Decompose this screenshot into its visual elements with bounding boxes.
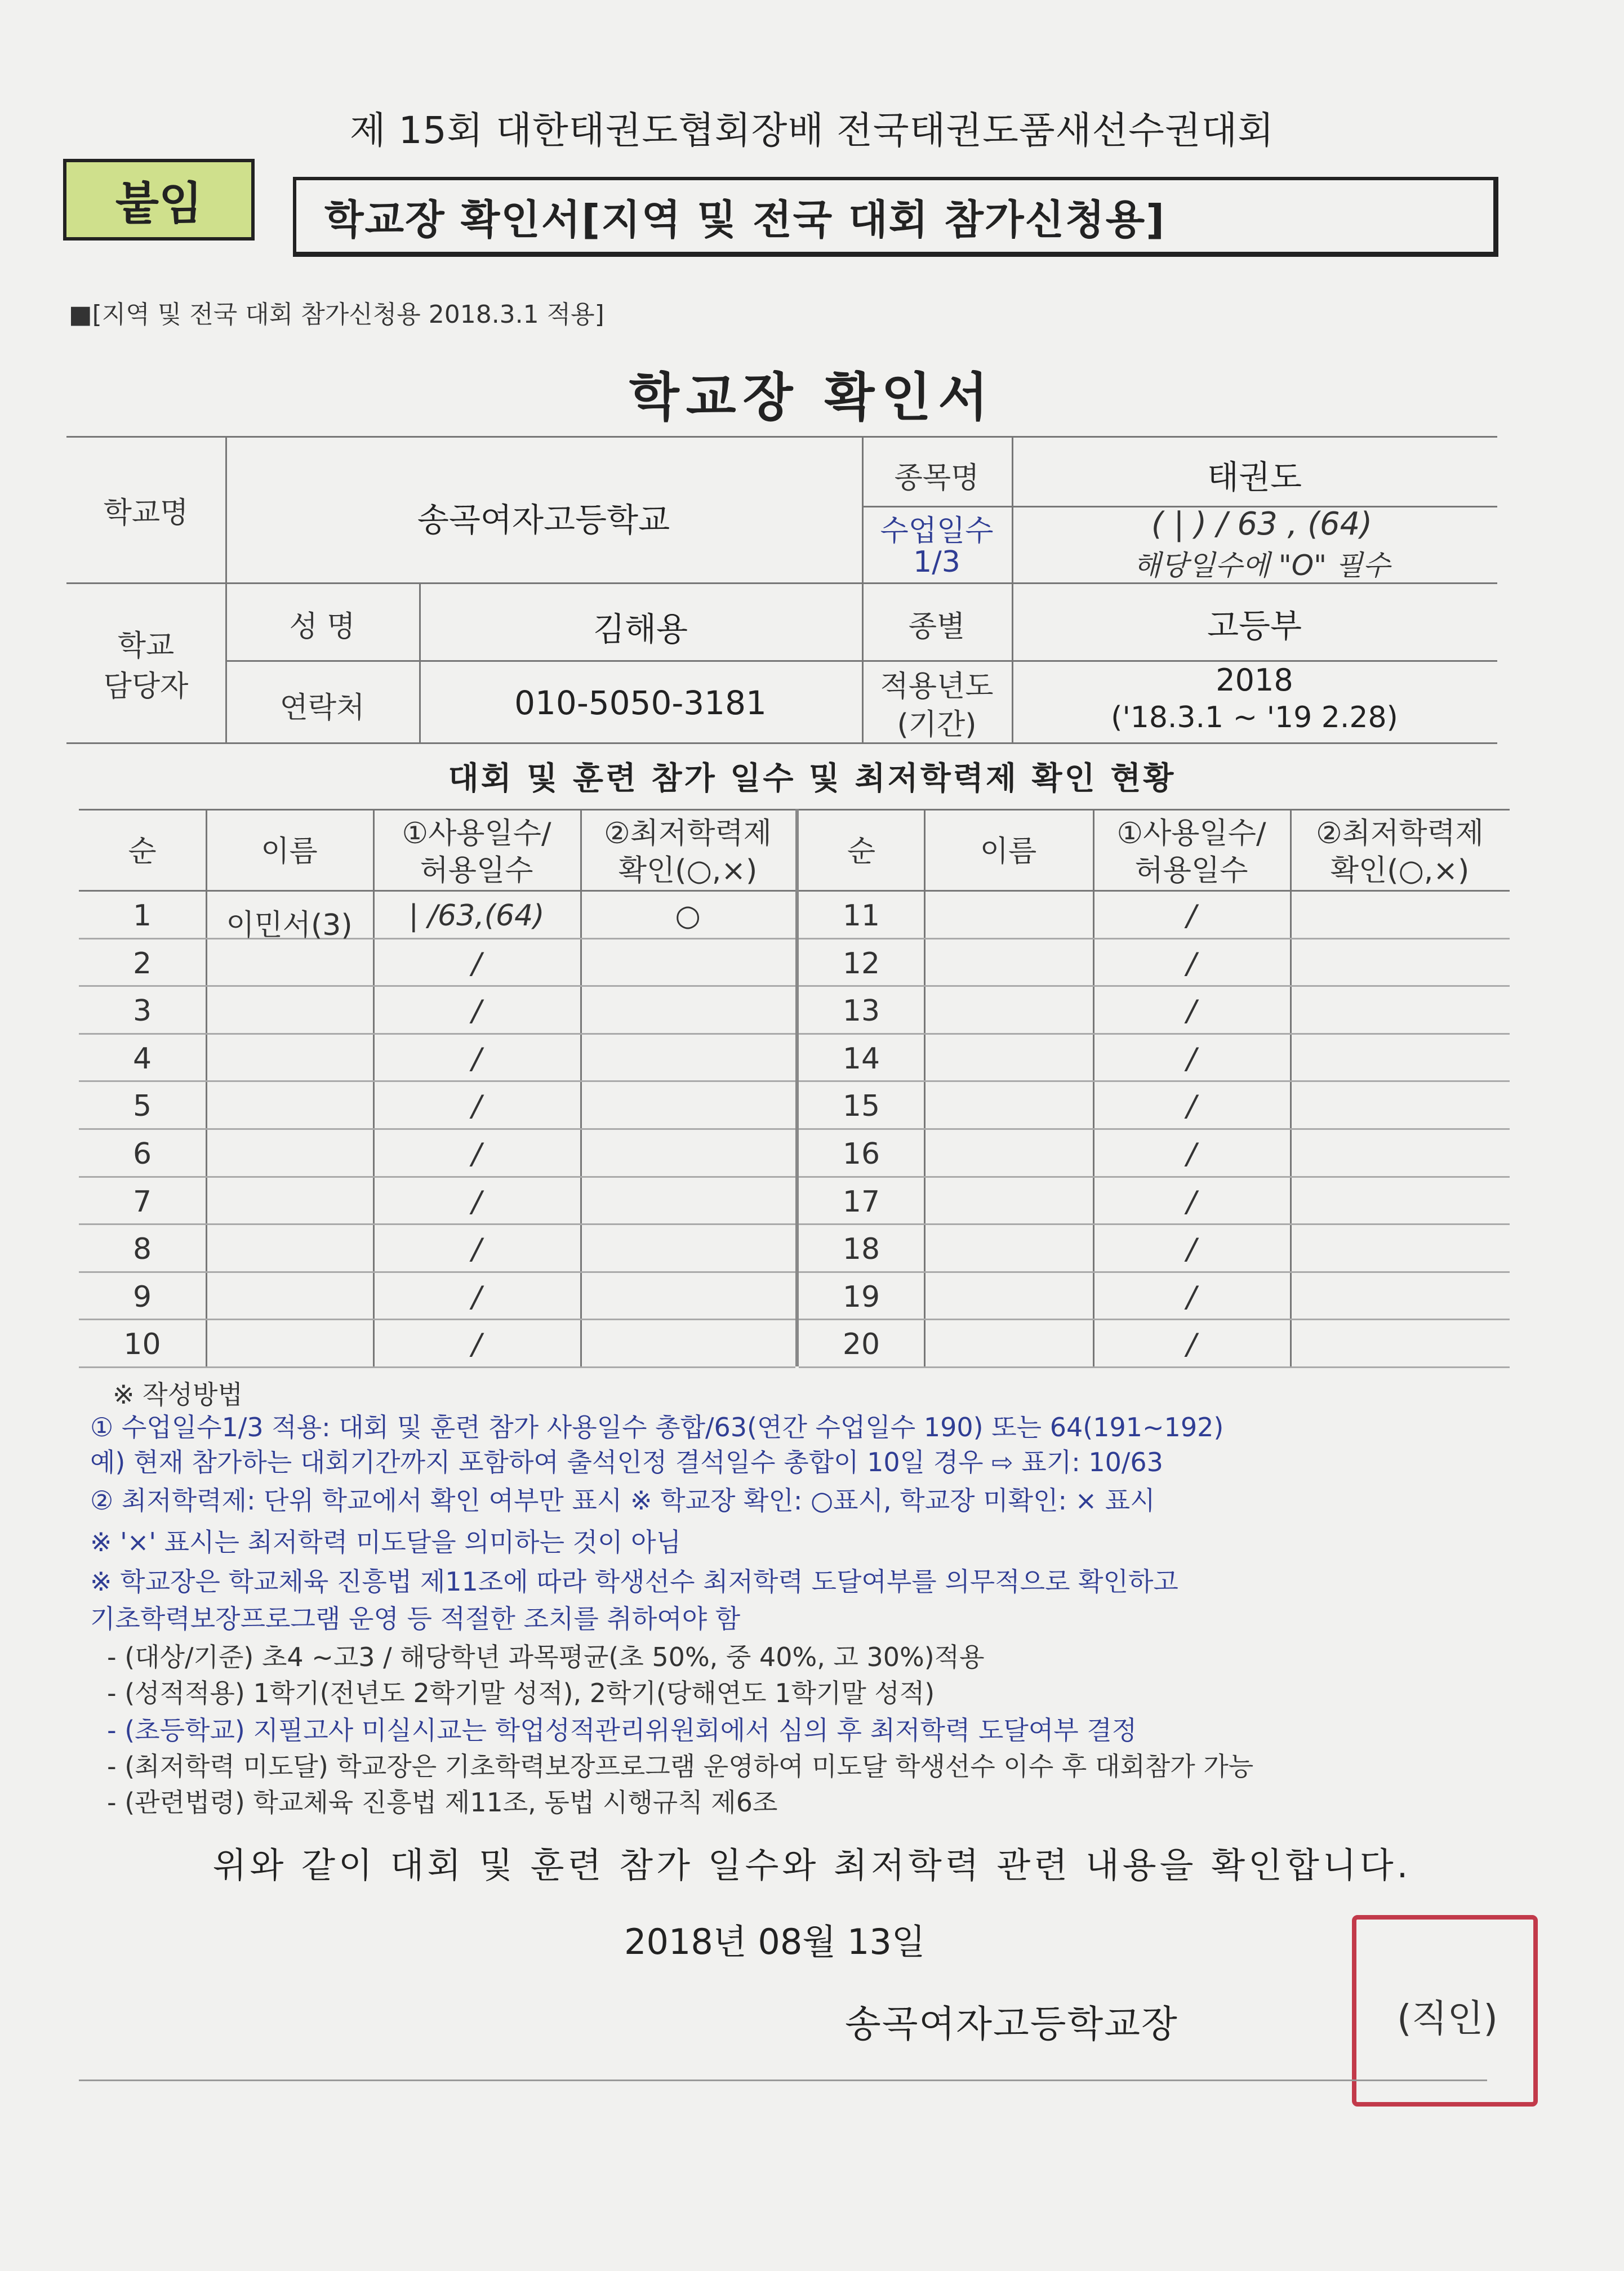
row-days: / — [1186, 1280, 1196, 1314]
row-days: / — [1186, 1137, 1196, 1171]
row-divider — [79, 1271, 795, 1273]
instruction-line: - (관련법령) 학교체육 진흥법 제11조, 동법 시행규칙 제6조 — [107, 1787, 778, 1818]
header-name-left: 이름 — [261, 835, 318, 869]
row-divider — [79, 1033, 795, 1035]
row-divider — [799, 1080, 1510, 1082]
row-divider — [799, 1176, 1510, 1178]
instruction-line: ① 수업일수1/3 적용: 대회 및 훈련 참가 사용일수 총합/63(연간 수업일수 190) 또는 64(191~192) — [90, 1412, 1224, 1442]
instruction-line: - (초등학교) 지필고사 미실시교는 학업성적관리위원회에서 심의 후 최저학력 도달여부 결정 — [107, 1715, 1137, 1745]
status-title: 대회 및 훈련 참가 일수 및 최저학력제 확인 현황 — [448, 760, 1176, 797]
row-number: 9 — [132, 1280, 152, 1314]
manager-label-2: 담당자 — [103, 670, 189, 703]
row-number: 6 — [132, 1137, 152, 1171]
header-days-2-right: 허용일수 — [1134, 854, 1248, 888]
class-days-fraction: 1/3 — [913, 545, 960, 579]
row-divider — [79, 1080, 795, 1082]
instruction-line: - (대상/기준) 초4 ~고3 / 해당학년 과목평균(초 50%, 중 40%, 고 30%)적용 — [107, 1642, 985, 1672]
row-days: / — [471, 1328, 482, 1362]
row-days: / — [471, 946, 482, 981]
row-name: 이민서(3) — [226, 909, 353, 942]
sport-label: 종목명 — [894, 461, 980, 495]
row-divider — [79, 1223, 795, 1225]
header-min-2-right: 확인(○,×) — [1330, 854, 1470, 888]
school-label: 학교명 — [103, 496, 189, 530]
header-no-left: 순 — [128, 835, 157, 869]
row-number: 20 — [842, 1328, 880, 1362]
header-no-right: 순 — [847, 835, 876, 869]
confirmation-text: 위와 같이 대회 및 훈련 참가 일수와 최저학력 관련 내용을 확인합니다. — [212, 1845, 1412, 1886]
row-divider — [79, 938, 795, 939]
row-divider — [799, 1319, 1510, 1320]
row-days: / — [471, 1280, 482, 1314]
row-number: 11 — [842, 899, 880, 933]
row-days: | /63,(64) — [408, 899, 545, 933]
row-number: 7 — [132, 1185, 152, 1219]
row-number: 16 — [842, 1137, 880, 1171]
row-divider — [799, 938, 1510, 939]
name-label: 성 명 — [289, 610, 355, 644]
row-number: 10 — [123, 1328, 161, 1362]
row-days: / — [471, 1089, 482, 1124]
row-divider — [79, 1366, 795, 1368]
row-number: 2 — [132, 946, 152, 981]
apply-note: ■[지역 및 전국 대회 참가신청용 2018.3.1 적용] — [69, 300, 604, 329]
sport-value: 태권도 — [1207, 458, 1302, 496]
manager-label-1: 학교 — [117, 629, 175, 663]
row-divider — [79, 1128, 795, 1130]
row-number: 17 — [842, 1185, 880, 1219]
row-days: / — [1186, 1185, 1196, 1219]
row-number: 3 — [132, 994, 152, 1028]
row-days: / — [471, 1232, 482, 1267]
row-number: 13 — [842, 994, 880, 1028]
row-days: / — [1186, 994, 1196, 1028]
row-divider — [799, 1271, 1510, 1273]
instruction-line: ※ 학교장은 학교체육 진흥법 제11조에 따라 학생선수 최저학력 도달여부를 의무적으로 확인하고 — [90, 1566, 1178, 1597]
instructions-heading: ※ 작성방법 — [113, 1379, 243, 1410]
row-divider — [799, 1366, 1510, 1368]
header-days-2-left: 허용일수 — [420, 854, 533, 888]
row-days: / — [1186, 1089, 1196, 1124]
contact-label: 연락처 — [279, 691, 365, 725]
attachment-badge: 붙임 — [63, 159, 255, 241]
issue-date: 2018년 08월 13일 — [624, 1921, 926, 1962]
row-days: / — [471, 1137, 482, 1171]
row-number: 18 — [842, 1232, 880, 1267]
row-number: 8 — [132, 1232, 152, 1267]
row-number: 1 — [132, 899, 152, 933]
document-box-title: 학교장 확인서[지역 및 전국 대회 참가신청용] — [293, 177, 1498, 257]
year-value-1: 2018 — [1216, 662, 1293, 698]
contact-value: 010-5050-3181 — [514, 684, 767, 722]
row-days: / — [1186, 1232, 1196, 1267]
header-days-1-left: ①사용일수/ — [402, 817, 551, 850]
class-days-value: ( | ) / 63 , (64) — [1151, 506, 1373, 542]
row-days: / — [1186, 1328, 1196, 1362]
row-divider — [79, 1176, 795, 1178]
division-value: 고등부 — [1207, 607, 1302, 645]
row-days: / — [1186, 899, 1196, 933]
year-label-2: (기간) — [897, 708, 977, 742]
instruction-line: ※ '×' 표시는 최저학력 미도달을 의미하는 것이 아님 — [90, 1527, 682, 1557]
row-days: / — [471, 1041, 482, 1076]
instruction-line: - (성적적용) 1학기(전년도 2학기말 성적), 2학기(당해연도 1학기말 성적) — [107, 1678, 935, 1708]
row-days: / — [471, 994, 482, 1028]
row-number: 5 — [132, 1089, 152, 1124]
seal-text: (직인) — [1397, 1997, 1498, 2040]
instruction-line: 기초학력보장프로그램 운영 등 적절한 조치를 취하여야 함 — [90, 1604, 741, 1634]
header-min-1-right: ②최저학력제 — [1316, 817, 1484, 850]
manager-name: 김해용 — [593, 610, 688, 648]
row-divider — [799, 985, 1510, 987]
year-value-2: ('18.3.1 ~ '19 2.28) — [1111, 701, 1398, 734]
document-title: 학교장 확인서 — [629, 367, 995, 428]
row-divider — [799, 1223, 1510, 1225]
row-days: / — [1186, 1041, 1196, 1076]
instruction-line: ② 최저학력제: 단위 학교에서 확인 여부만 표시 ※ 학교장 확인: ○표시, 학교장 미확인: × 표시 — [90, 1485, 1155, 1516]
instruction-line: 예) 현재 참가하는 대회기간까지 포함하여 출석인정 결석일수 총합이 10일 경우 ⇨ 표기: 10/63 — [90, 1447, 1163, 1477]
row-number: 15 — [842, 1089, 880, 1124]
row-divider — [79, 1319, 795, 1320]
row-divider — [79, 985, 795, 987]
row-divider — [799, 1128, 1510, 1130]
header-min-2-left: 확인(○,×) — [618, 854, 758, 888]
row-days: / — [1186, 946, 1196, 981]
class-days-label: 수업일수 — [880, 514, 994, 548]
division-label: 종별 — [908, 610, 965, 644]
event-title: 제 15회 대한태권도협회장배 전국태권도품새선수권대회 — [349, 109, 1275, 152]
row-number: 12 — [842, 946, 880, 981]
header-days-1-right: ①사용일수/ — [1116, 817, 1266, 850]
row-divider — [799, 1033, 1510, 1035]
header-min-1-left: ②최저학력제 — [604, 817, 772, 850]
class-days-note: 해당일수에 "O" 필수 — [1133, 549, 1390, 582]
header-name-right: 이름 — [980, 835, 1037, 869]
year-label-1: 적용년도 — [880, 670, 994, 703]
row-days: / — [471, 1185, 482, 1219]
row-number: 14 — [842, 1041, 880, 1076]
row-number: 4 — [132, 1041, 152, 1076]
row-check: ○ — [675, 899, 701, 933]
instruction-line: - (최저학력 미도달) 학교장은 기초학력보장프로그램 운영하여 미도달 학생선수 이수 후 대회참가 가능 — [107, 1751, 1254, 1782]
row-number: 19 — [842, 1280, 880, 1314]
principal-signature: 송곡여자고등학교장 — [845, 2002, 1178, 2046]
school-value: 송곡여자고등학교 — [417, 501, 670, 539]
